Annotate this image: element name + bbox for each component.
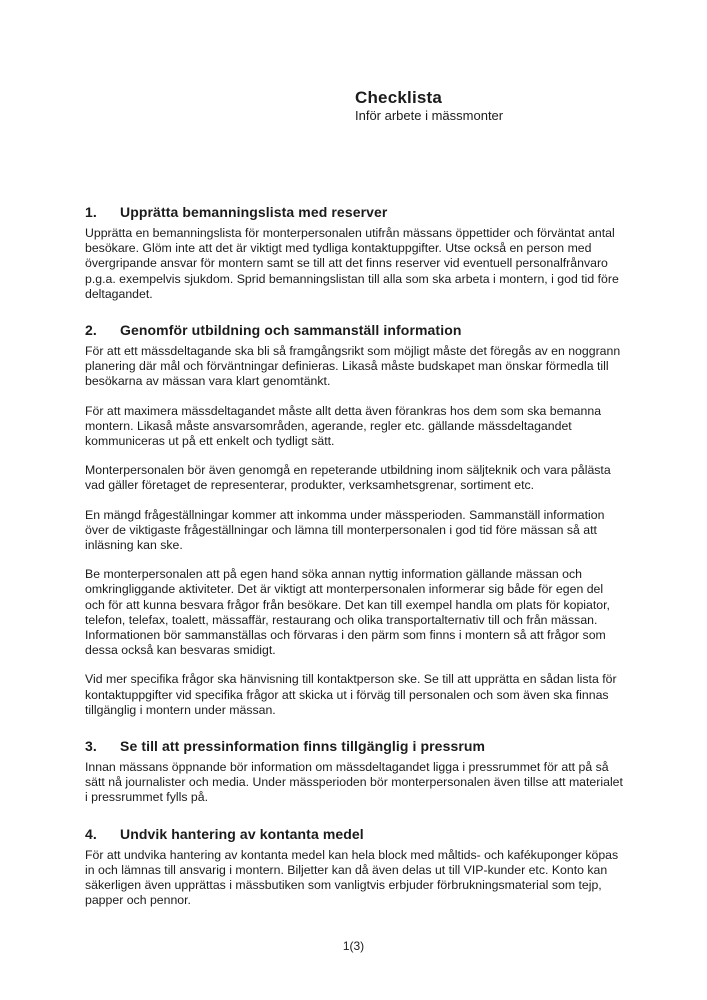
section-heading	[85, 826, 625, 843]
document-subtitle: Inför arbete i mässmonter	[355, 108, 504, 123]
section-pressinformation	[85, 738, 625, 806]
paragraph: Upprätta en bemanningslista för monterpersonalen utifrån mässans öppettider och förväntat antal besökare. Glöm inte att det är viktigt med tydliga kontaktuppgifter. Utse också en person med övergripande ansvar för montern samt se till att det finns reserver vid eventuell personalfrånvaro p.g.a. exempelvis sjukdom. Sprid bemanningslistan till alla som ska arbeta i montern, i god tid före deltagandet.	[85, 226, 619, 301]
section-kontanta-medel	[85, 826, 625, 909]
section-heading-text: Se till att pressinformation finns tillgänglig i pressrum	[120, 738, 486, 755]
section-heading-text: Upprätta bemanningslista med reserver	[120, 204, 388, 220]
paragraph: Be monterpersonalen att på egen hand söka annan nyttig information gällande mässan och omkringliggande aktiviteter. Det är viktigt att monterpersonalen informerar sig både för egen del och för att kunna besvara frågor från besökare. Det kan till exempel handla om plats för kopiator, telefon, telefax, toalett, mässaffär, restaurang och olika transportalternativ till och från mässan. Informationen bör sammanställas och förvaras i den pärm som finns i montern så att frågor som dessa också kan besvaras smidigt.	[85, 567, 610, 658]
paragraph: För att maximera mässdeltagandet måste allt detta även förankras hos dem som ska bemanna montern. Likaså måste ansvarsområden, agerande, regler etc. gällande mässdeltagandet kommuniceras ut på ett enkelt och tydligt sätt.	[85, 403, 602, 449]
document-title: Checklista	[355, 88, 443, 107]
paragraph: För att undvika hantering av kontanta medel kan hela block med måltids- och kafékuponger köpas in och lämnas till ansvarig i montern. Biljetter kan då även delas ut till VIP-kunder etc. Konto kan säkerligen även upprättas i mässbutiken som vanligtvis erbjuder förbrukningsmaterial som tejp, papper och pennor.	[85, 847, 619, 908]
section-number: 4.	[85, 825, 97, 842]
paragraph: En mängd frågeställningar kommer att inkomma under mässperioden. Sammanställ information över de viktigaste frågeställningar och lämna till monterpersonalen i god tid före mässan så att inläsning kan ske.	[85, 507, 605, 553]
section-heading-text: Undvik hantering av kontanta medel	[120, 825, 364, 842]
section-bemanningslista	[85, 204, 625, 302]
paragraph: Vid mer specifika frågor ska hänvisning till kontaktperson ske. Se till att upprätta en sådan lista för kontaktuppgifter vid specifika frågor att skicka ut i förväg till personalen och som även ska finnas tillgänglig i montern under mässan.	[85, 672, 617, 717]
paragraph: Innan mässans öppnande bör information om mässdeltagandet ligga i pressrummet för att på så sätt nå journalister och media. Under mässperioden bör monterpersonalen även tillse att materialet i pressrummet fylls på.	[85, 760, 623, 805]
section-number: 2.	[85, 322, 97, 339]
section-heading	[85, 204, 625, 221]
page-number: 1(3)	[342, 939, 365, 953]
section-heading	[85, 322, 625, 339]
paragraph: Monterpersonalen bör även genomgå en repeterande utbildning inom säljteknik och vara pålästa vad gäller företaget de representerar, produkter, verksamhetsgrenar, sortiment etc.	[85, 463, 611, 493]
section-utbildning-information	[85, 322, 625, 718]
section-heading	[85, 738, 625, 755]
paragraph: För att ett mässdeltagande ska bli så framgångsrikt som möjligt måste det föregås av en noggrann planering där mål och förväntningar definieras. Likaså måste budskapet man önskar förmedla till besökarna av mässan vara klart genomtänkt.	[85, 344, 621, 389]
title-block	[355, 88, 625, 124]
section-number: 1.	[85, 204, 97, 220]
section-number: 3.	[85, 738, 97, 755]
section-heading-text: Genomför utbildning och sammanställ information	[120, 322, 462, 339]
